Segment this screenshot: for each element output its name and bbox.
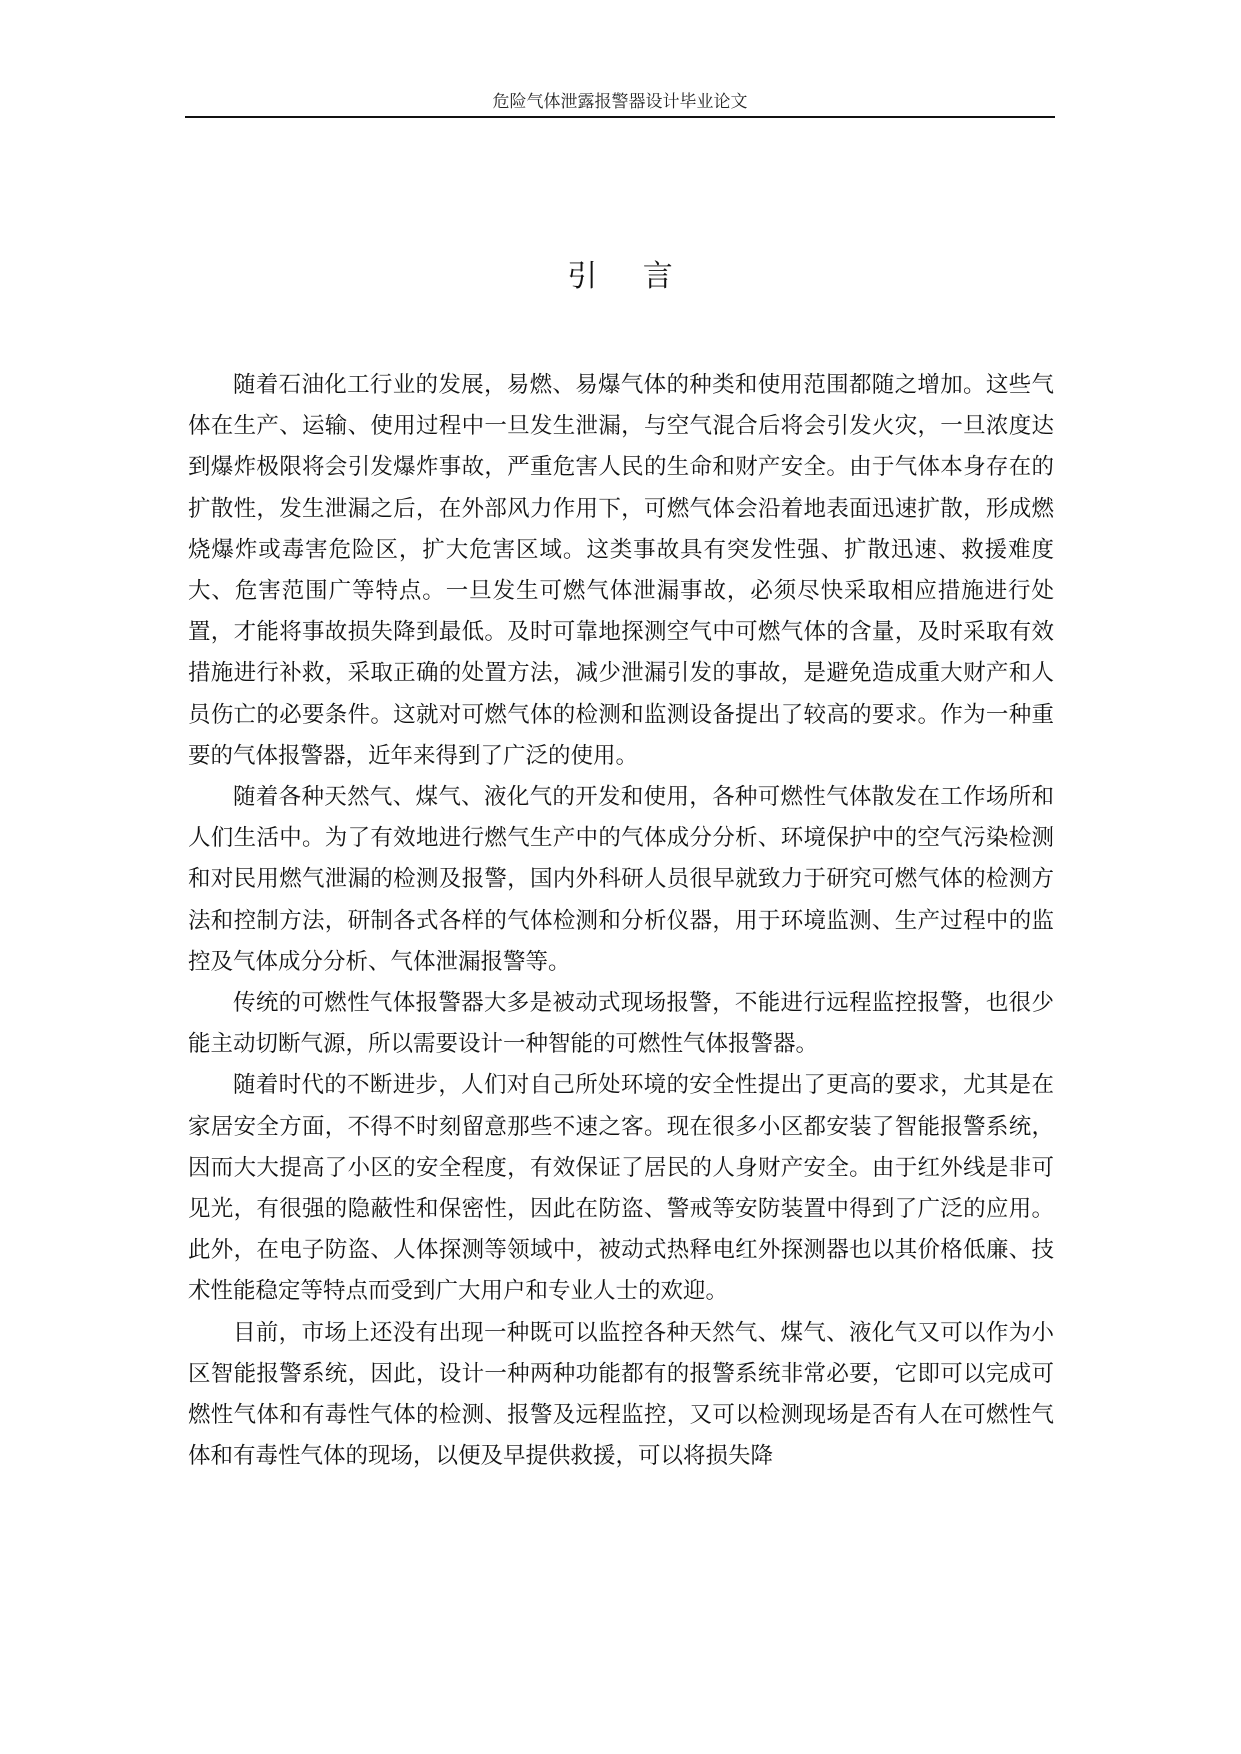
body-text (188, 365, 1054, 1477)
header-rule (185, 116, 1055, 118)
running-header: 危险气体泄露报警器设计毕业论文 (492, 92, 748, 112)
paragraph: 随着各种天然气、煤气、液化气的开发和使用，各种可燃性气体散发在工作场所和人们生活中。为了有效地进行燃气生产中的气体成分分析、环境保护中的空气污染检测和对民用燃气泄漏的检测及报警，国内外科研人员很早就致力于研究可燃气体的检测方法和控制方法，研制各式各样的气体检测和分析仪器，用于环境监测、生产过程中的监控及气体成分分析、气体泄漏报警等。 (188, 784, 1054, 975)
paragraph: 传统的可燃性气体报警器大多是被动式现场报警，不能进行远程监控报警，也很少能主动切断气源，所以需要设计一种智能的可燃性气体报警器。 (188, 990, 1054, 1058)
section-title: 引 言 (567, 259, 691, 294)
paragraph: 随着石油化工行业的发展，易燃、易爆气体的种类和使用范围都随之增加。这些气体在生产、运输、使用过程中一旦发生泄漏，与空气混合后将会引发火灾，一旦浓度达到爆炸极限将会引发爆炸事故，严重危害人民的生命和财产安全。由于气体本身存在的扩散性，发生泄漏之后，在外部风力作用下，可燃气体会沿着地表面迅速扩散，形成燃烧爆炸或毒害危险区，扩大危害区域。这类事故具有突发性强、扩散迅速、救援难度大、危害范围广等特点。一旦发生可燃气体泄漏事故，必须尽快采取相应措施进行处置，才能将事故损失降到最低。及时可靠地探测空气中可燃气体的含量，及时采取有效措施进行补救，采取正确的处置方法，减少泄漏引发的事故，是避免造成重大财产和人员伤亡的必要条件。这就对可燃气体的检测和监测设备提出了较高的要求。作为一种重要的气体报警器，近年来得到了广泛的使用。 (188, 372, 1054, 769)
paragraph: 随着时代的不断进步，人们对自己所处环境的安全性提出了更高的要求，尤其是在家居安全方面，不得不时刻留意那些不速之客。现在很多小区都安装了智能报警系统，因而大大提高了小区的安全程度，有效保证了居民的人身财产安全。由于红外线是非可见光，有很强的隐蔽性和保密性，因此在防盗、警戒等安防装置中得到了广泛的应用。此外，在电子防盗、人体探测等领域中，被动式热释电红外探测器也以其价格低廉、技术性能稳定等特点而受到广大用户和专业人士的欢迎。 (188, 1072, 1054, 1305)
paragraph: 目前，市场上还没有出现一种既可以监控各种天然气、煤气、液化气又可以作为小区智能报警系统，因此，设计一种两种功能都有的报警系统非常必要，它即可以完成可燃性气体和有毒性气体的检测、报警及远程监控，又可以检测现场是否有人在可燃性气体和有毒性气体的现场，以便及早提供救援，可以将损失降 (188, 1319, 1054, 1470)
